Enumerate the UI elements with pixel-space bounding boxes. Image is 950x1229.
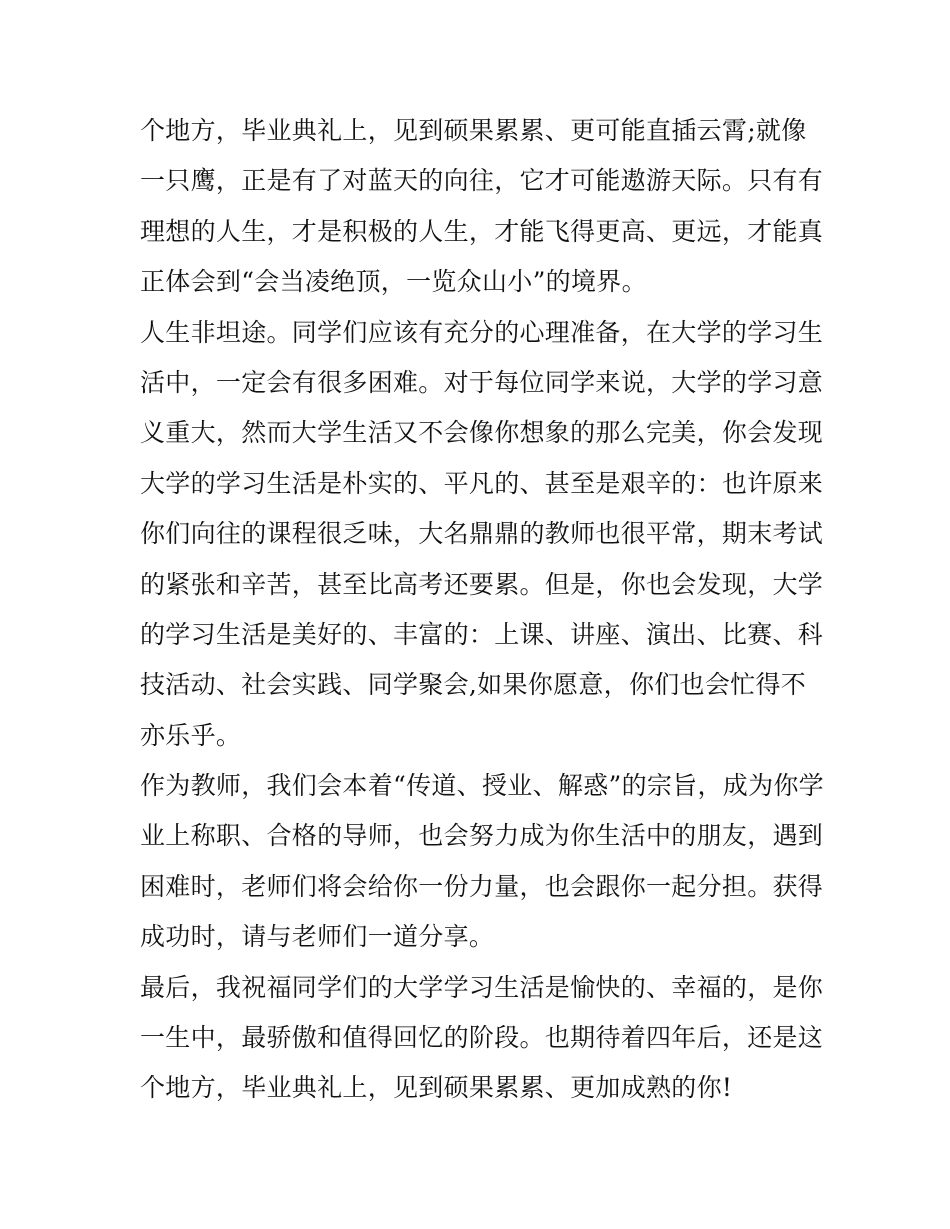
- text-line: 最后，我祝福同学们的大学学习生活是愉快的、幸福的，是你: [140, 972, 824, 1002]
- text-line: 的学习生活是美好的、丰富的：上课、讲座、演出、比赛、科: [140, 619, 824, 649]
- text-line: 正体会到“会当凌绝顶，一览众山小”的境界。: [140, 267, 647, 297]
- text-line: 大学的学习生活是朴实的、平凡的、甚至是艰辛的：也许原来: [140, 468, 824, 498]
- text-line: 活中，一定会有很多困难。对于每位同学来说，大学的学习意: [140, 367, 824, 397]
- text-line: 技活动、社会实践、同学聚会,如果你愿意，你们也会忙得不: [140, 670, 807, 700]
- text-line: 业上称职、合格的导师，也会努力成为你生活中的朋友，遇到: [140, 821, 824, 851]
- text-line: 个地方，毕业典礼上，见到硕果累累、更可能直插云霄;就像: [140, 116, 807, 145]
- text-line: 一只鹰，正是有了对蓝天的向往，它才可能遨游天际。只有有: [140, 166, 824, 196]
- text-line: 你们向往的课程很乏味，大名鼎鼎的教师也很平常，期末考试: [140, 519, 824, 549]
- document-body: [140, 106, 824, 1114]
- text-line: 亦乐乎。: [140, 720, 242, 750]
- text-line: 的紧张和辛苦，甚至比高考还要累。但是，你也会发现，大学: [140, 569, 824, 599]
- text-line: 义重大，然而大学生活又不会像你想象的那么完美，你会发现: [140, 418, 824, 448]
- text-line: 成功时，请与老师们一道分享。: [140, 922, 495, 952]
- text-line: 人生非坦途。同学们应该有充分的心理准备，在大学的学习生: [140, 317, 824, 347]
- text-line: 理想的人生，才是积极的人生，才能飞得更高、更远，才能真: [140, 216, 824, 246]
- text-line: 困难时，老师们将会给你一份力量，也会跟你一起分担。获得: [140, 871, 824, 901]
- text-line: 个地方，毕业典礼上，见到硕果累累、更加成熟的你!: [140, 1073, 733, 1103]
- text-line: 一生中，最骄傲和值得回忆的阶段。也期待着四年后，还是这: [140, 1023, 824, 1053]
- text-line: 作为教师，我们会本着“传道、授业、解惑”的宗旨，成为你学: [140, 771, 824, 801]
